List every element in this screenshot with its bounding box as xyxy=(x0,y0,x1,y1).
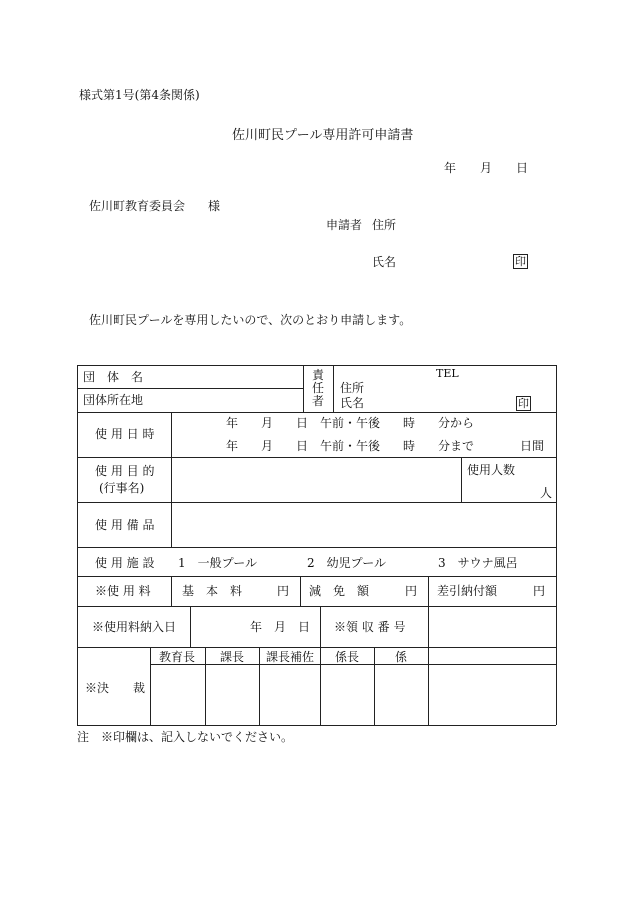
form-title: 佐川町民プール専用許可申請書 xyxy=(232,128,414,143)
facility-option-kids-pool: 2 幼児プール xyxy=(307,556,387,570)
end-ampm-label: 午前・午後 xyxy=(320,439,381,453)
days-label: 日間 xyxy=(520,439,545,453)
intro-text: 佐川町民プールを専用したいので、次のとおり申請します。 xyxy=(89,313,412,327)
start-hour-label: 時 xyxy=(403,416,416,430)
approver-staff: 係 xyxy=(395,650,408,664)
responsible-address-label: 住所 xyxy=(340,381,365,395)
approver-superintendent: 教育長 xyxy=(159,650,196,664)
end-hour-label: 時 xyxy=(403,439,416,453)
receipt-number-label: ※領 収 番 号 xyxy=(334,620,406,634)
date-year-label: 年 xyxy=(444,161,457,175)
end-day-label: 日 xyxy=(296,439,309,453)
responsible-name-label: 氏名 xyxy=(340,396,365,410)
equipment-label: 使 用 備 品 xyxy=(95,518,155,532)
group-name-label: 団 体 名 xyxy=(83,370,144,384)
end-year-label: 年 xyxy=(226,439,239,453)
end-month-label: 月 xyxy=(261,439,274,453)
net-payment-label: 差引納付額 xyxy=(437,584,498,598)
facility-option-sauna: 3 サウナ風呂 xyxy=(438,556,518,570)
decision-label: ※決 裁 xyxy=(85,681,146,695)
purpose-sub-label: (行事名) xyxy=(99,481,145,495)
basic-fee-yen: 円 xyxy=(277,584,290,598)
responsible-label: 責任者 xyxy=(311,368,324,408)
payment-ymd-label: 年 月 日 xyxy=(250,620,311,634)
basic-fee-label: 基 本 料 xyxy=(182,584,243,598)
tel-label: TEL xyxy=(436,367,459,380)
applicant-label: 申請者 xyxy=(326,218,363,232)
purpose-label: 使 用 目 的 xyxy=(95,464,155,478)
group-address-label: 団体所在地 xyxy=(83,393,144,407)
recipient-honorific: 様 xyxy=(208,199,221,213)
facility-option-general-pool: 1 一般プール xyxy=(178,556,258,570)
reduction-label: 減 免 額 xyxy=(309,584,370,598)
start-year-label: 年 xyxy=(226,416,239,430)
payment-date-label: ※使用料納入日 xyxy=(92,620,177,634)
facility-label: 使 用 施 設 xyxy=(95,556,155,570)
date-day-label: 日 xyxy=(516,161,529,175)
reduction-yen: 円 xyxy=(405,584,418,598)
start-ampm-label: 午前・午後 xyxy=(320,416,381,430)
net-payment-yen: 円 xyxy=(533,584,546,598)
approver-subsection-chief: 係長 xyxy=(335,650,360,664)
applicant-seal-icon: 印 xyxy=(515,255,526,268)
applicant-name-label: 氏名 xyxy=(372,255,397,269)
start-suffix-label: 分から xyxy=(438,416,475,430)
start-month-label: 月 xyxy=(261,416,274,430)
recipient: 佐川町教育委員会 xyxy=(89,199,186,213)
end-suffix-label: 分まで xyxy=(438,439,475,453)
form-number: 様式第1号(第4条関係) xyxy=(79,88,200,102)
people-unit-label: 人 xyxy=(540,486,553,500)
applicant-address-label: 住所 xyxy=(372,218,397,232)
fee-label: ※使 用 料 xyxy=(95,584,151,598)
usage-datetime-label: 使 用 日 時 xyxy=(95,427,155,441)
footer-note: 注 ※印欄は、記入しないでください。 xyxy=(77,730,294,744)
approver-section-chief: 課長 xyxy=(220,650,245,664)
people-count-label: 使用人数 xyxy=(467,463,516,477)
responsible-seal-icon: 印 xyxy=(518,397,529,410)
start-day-label: 日 xyxy=(296,416,309,430)
date-month-label: 月 xyxy=(480,161,493,175)
approver-deputy-chief: 課長補佐 xyxy=(266,650,315,664)
